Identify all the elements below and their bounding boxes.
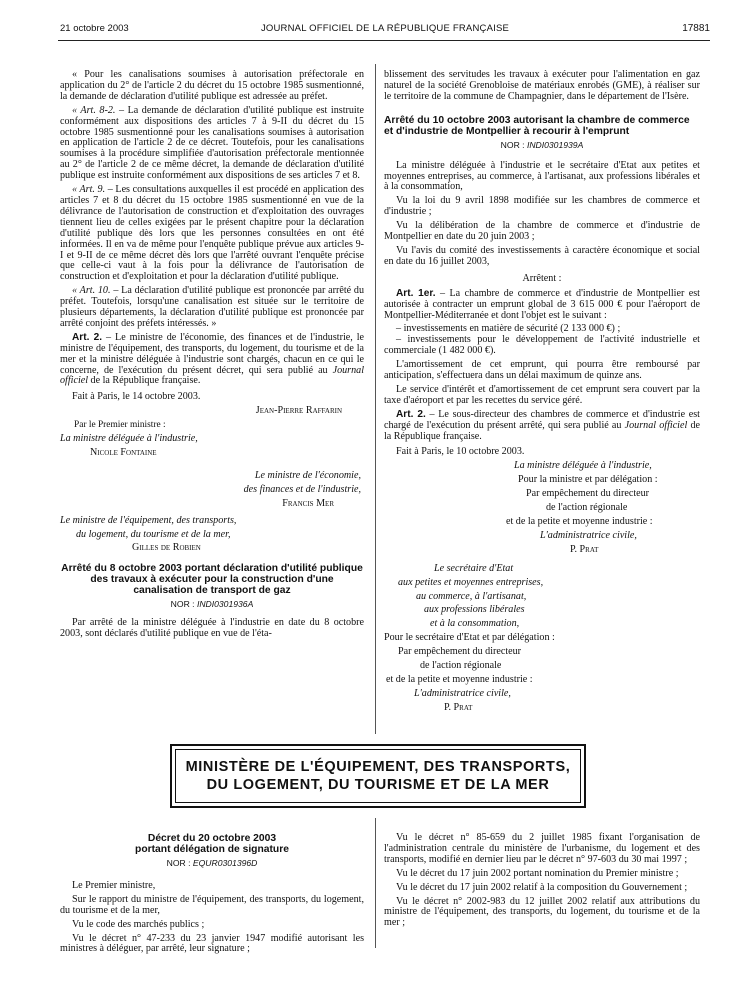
- signature-name: Francis Mer: [282, 497, 334, 509]
- nor-label: NOR :: [170, 599, 197, 610]
- list-item: – investissements pour le développement de l'activité industrielle et commerciale (1 482 000 €).: [384, 334, 700, 357]
- nor-reference: [60, 858, 364, 869]
- article-text: – Le ministre de l'économie, des finances et de l'industrie, le ministre de l'équipement, des transports, du logement, du tourisme et de la mer et la ministre déléguée à l'industrie sont chargés, chacun en ce qui le concerne, de l'exécution du présent décret, qui sera publié au: [60, 331, 365, 376]
- nor-reference: [60, 599, 364, 610]
- header-date: 21 octobre 2003: [60, 23, 129, 34]
- paragraph: [60, 333, 364, 388]
- signature-title: Le ministre de l'économie,: [254, 469, 361, 481]
- signature-title: L'administratrice civile,: [540, 529, 637, 541]
- signature-block: [384, 564, 700, 714]
- signature-title: aux professions libérales: [424, 604, 525, 616]
- nor-code: INDI0301939A: [526, 139, 584, 150]
- paragraph: L'amortissement de cet emprunt, qui pourra être remboursé par anticipation, s'effectuera dans un délai maximum de quinze ans.: [384, 359, 700, 382]
- signature-title: Le ministre de l'équipement, des transports,: [60, 514, 237, 526]
- signature-line: Pour le secrétaire d'Etat et par délégation :: [384, 632, 555, 644]
- signature-line: de l'action régionale: [420, 660, 502, 672]
- article-label: « Art. 10.: [72, 285, 111, 297]
- signature-name: P. Prat: [570, 543, 599, 555]
- paragraph: Sur le rapport du ministre de l'équipement, des transports, du logement, du tourisme et de la mer,: [60, 893, 364, 916]
- page-header: [60, 23, 710, 39]
- paragraph: [60, 106, 364, 182]
- article-label: Art. 2.: [396, 408, 426, 420]
- par-le-premier-ministre: Par le Premier ministre :: [74, 420, 166, 431]
- signature-line: Pour la ministre et par délégation :: [518, 474, 658, 486]
- journal-officiel-ref: Journal officiel: [60, 364, 364, 387]
- nor-label: NOR :: [166, 858, 193, 868]
- article-text: – La demande de déclaration d'utilité publique est instruite conformément aux dispositions des articles 7 à 9-II du décret du 15 octobre 1985 susmentionné pour les canalisations soumises à autorisation en application de l'article 2 de ce décret. Toutefois, pour les canalisations soumises à la procédure simplifiée d'autorisation préfectorale mentionnée au 2° de l'article 2 de ce même décret, la demande de déclaration d'utilité publique est instruite conformément aux dispositions de ses articles 7 et 8.: [60, 104, 365, 182]
- paragraph: blissement des servitudes les travaux à exécuter pour l'alimentation en gaz naturel de la société Grenobloise de matériaux enrobés (GME), à réaliser sur le territoire de la commune de Champagnier, dans le département de l'Isère.: [384, 69, 700, 102]
- left-column: [60, 70, 364, 643]
- signature-line: et de la petite et moyenne industrie :: [386, 673, 533, 685]
- signer-name: Jean-Pierre Raffarin: [255, 405, 342, 417]
- signature-title: aux petites et moyennes entreprises,: [398, 576, 544, 588]
- arrete-title: Arrêté du 8 octobre 2003 portant déclaration d'utilité publique des travaux à exécuter pour la construction d'une canalisation de transport de gaz: [61, 563, 363, 597]
- list-item: – investissements en matière de sécurité (2 133 000 €) ;: [396, 323, 621, 335]
- signature-title: Le secrétaire d'Etat: [434, 562, 514, 574]
- bottom-right-column: [384, 833, 700, 932]
- signature-title: La ministre déléguée à l'industrie,: [514, 460, 652, 472]
- paragraph: Vu la délibération de la chambre de commerce et d'industrie de Montpellier en date du 20 juin 2003 ;: [384, 220, 700, 243]
- paragraph: [384, 410, 700, 443]
- header-journal-title: JOURNAL OFFICIEL DE LA RÉPUBLIQUE FRANÇAISE: [260, 23, 510, 34]
- signature-title: du logement, du tourisme et de la mer,: [76, 528, 231, 540]
- nor-code: INDI0301936A: [196, 599, 254, 610]
- signature-line: Par empêchement du directeur: [526, 488, 650, 500]
- paragraph: Vu le décret n° 47-233 du 23 janvier 1947 modifié autorisant les ministres à déléguer, par arrêté, leur signature ;: [60, 932, 364, 955]
- arrete-title: Arrêté du 10 octobre 2003 autorisant la chambre de commerce et d'industrie de Montpellier à recourir à l'emprunt: [384, 114, 690, 137]
- bottom-left-column: [60, 833, 364, 958]
- paragraph: Vu le décret n° 2002-983 du 12 juillet 2002 relatif aux attributions du ministre de l'équipement, des transports, du logement, du tourisme et de la mer ;: [384, 895, 700, 929]
- signature-title: des finances et de l'industrie,: [243, 483, 361, 495]
- decret-title: Décret du 20 octobre 2003: [147, 833, 277, 844]
- article-label: « Art. 8-2.: [72, 104, 116, 116]
- paragraph: Vu le code des marchés publics ;: [72, 918, 205, 930]
- article-text: – Le sous-directeur des chambres de commerce et d'industrie est chargé de l'exécution du présent arrêté, qui sera publié au: [384, 408, 700, 431]
- article-label: Art. 2.: [72, 331, 103, 343]
- nor-reference: [384, 140, 700, 151]
- paragraph: [60, 286, 364, 330]
- signature-line: et de la petite et moyenne industrie :: [506, 516, 653, 527]
- arretent: Arrêtent :: [522, 272, 562, 284]
- paragraph: Le Premier ministre,: [72, 879, 156, 891]
- signature-name: Nicole Fontaine: [90, 447, 157, 458]
- fait-a-paris: Fait à Paris, le 14 octobre 2003.: [72, 391, 201, 403]
- paragraph: Vu le décret du 17 juin 2002 portant nomination du Premier ministre ;: [396, 867, 679, 879]
- signature-block: [384, 461, 700, 555]
- signature-title: La ministre déléguée à l'industrie,: [60, 433, 198, 445]
- decret-subtitle: portant délégation de signature: [135, 844, 289, 855]
- signature-title: et à la consommation,: [430, 618, 520, 630]
- article-label: « Art. 9.: [72, 184, 106, 196]
- article-text: – Les consultations auxquelles il est procédé en application des articles 7 et 8 du décret du 15 octobre 1985 susmentionné en vue de la délivrance de l'autorisation de construction et d'exploitation des ouvrages tiennent lieu de celles exigées par le présent chapitre pour la déclaration d'utilité publique dès lors que les personnes consultées en ont été informées. Il en va de même pour l'enquête publique prévue aux articles 9-I et 9-II de ce même décret dès lors que l'arrêté ouvrant l'enquête précise que celle-ci vaut à la fois pour la délivrance de l'autorisation de construction et d'exploitation et pour la déclaration d'utilité publique.: [60, 184, 364, 283]
- paragraph: Vu l'avis du comité des investissements à caractère économique et social en date du 16 juillet 2003,: [384, 244, 700, 267]
- signature-title: L'administratrice civile,: [414, 687, 511, 699]
- article-text: de la République française.: [88, 375, 201, 387]
- paragraph: La ministre déléguée à l'industrie et le secrétaire d'Etat aux petites et moyennes entreprises, au commerce, à l'artisanat, aux professions libérales et à la consommation,: [384, 159, 700, 193]
- signature-title: au commerce, à l'artisanat,: [416, 590, 527, 602]
- article-text: – La déclaration d'utilité publique est prononcée par arrêté du préfet. Toutefois, lorsqu'une canalisation est située sur le territoire de plusieurs départements, la déclaration d'utilité publique est prononcée par arrêté conjoint des préfets intéressés. »: [60, 285, 364, 329]
- right-column: [384, 70, 700, 717]
- journal-officiel-ref: Journal officiel: [624, 419, 688, 431]
- paragraph: Le service d'intérêt et d'amortissement de cet emprunt sera couvert par la taxe d'aéroport et par les recettes du service géré.: [384, 383, 700, 406]
- signature-name: Gilles de Robien: [132, 542, 201, 554]
- nor-code: EQUR0301396D: [192, 858, 258, 868]
- paragraph: Par arrêté de la ministre déléguée à l'industrie en date du 8 octobre 2003, sont déclarés d'utilité publique en vue de l'éta-: [60, 617, 364, 640]
- ministry-banner-line: DU LOGEMENT, DU TOURISME ET DE LA MER: [206, 777, 550, 793]
- paragraph: « Pour les canalisations soumises à autorisation préfectorale en application du 2° de l'article 2 du décret du 15 octobre 1985 susmentionné, la demande de déclaration d'utilité publique est adressée au préfet.: [60, 69, 364, 102]
- fait-a-paris: Fait à Paris, le 10 octobre 2003.: [396, 446, 525, 458]
- signature-line: Par empêchement du directeur: [398, 646, 522, 658]
- paragraph: [384, 289, 700, 322]
- nor-label: NOR :: [500, 139, 527, 150]
- article-label: Art. 1er.: [396, 287, 436, 299]
- article-text: – La chambre de commerce et d'industrie de Montpellier est autorisée à contracter un emprunt global de 3 615 000 € pour l'aéroport de Montpellier-Méditerranée et dont l'objet est le suivant :: [384, 287, 700, 321]
- signature-line: de l'action régionale: [546, 502, 628, 514]
- paragraph: Vu la loi du 9 avril 1898 modifiée sur les chambres de commerce et d'industrie ;: [384, 195, 700, 218]
- paragraph: Vu le décret du 17 juin 2002 relatif à la composition du Gouvernement ;: [396, 881, 688, 893]
- column-separator: [375, 64, 376, 734]
- header-page-number: 17881: [682, 23, 710, 34]
- article-text: de la République française.: [384, 419, 700, 442]
- ministry-banner-line: MINISTÈRE DE L'ÉQUIPEMENT, DES TRANSPORTS,: [185, 759, 571, 775]
- ministry-banner: [170, 744, 586, 808]
- signature-name: P. Prat: [444, 701, 473, 713]
- paragraph: [60, 185, 364, 283]
- column-separator: [375, 818, 376, 948]
- header-rule: [58, 40, 710, 41]
- paragraph: Vu le décret n° 85-659 du 2 juillet 1985 fixant l'organisation de l'administration centrale du ministère de l'urbanisme, du logement et des transports, modifié en dernier lieu par le décret n° 97-603 du 30 mai 1997 ;: [384, 832, 700, 865]
